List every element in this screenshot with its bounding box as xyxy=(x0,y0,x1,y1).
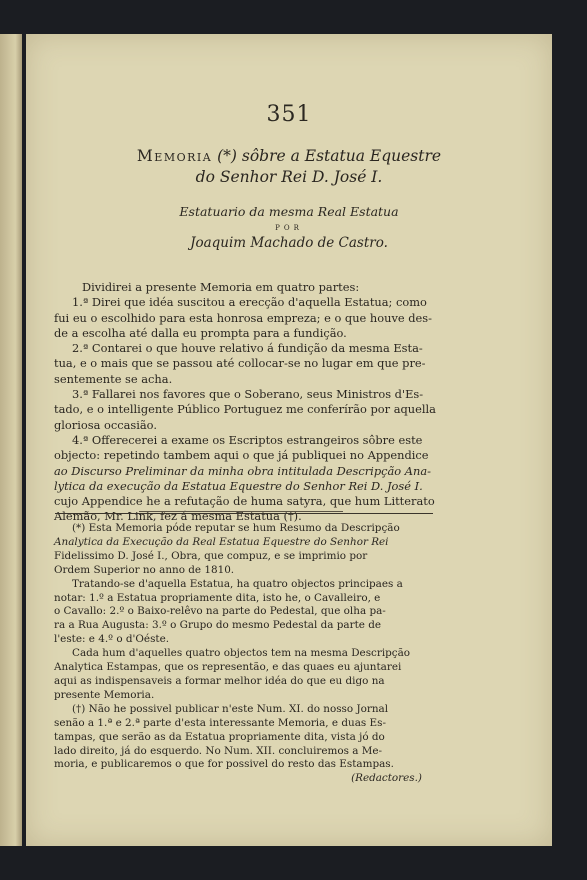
footnote-line: Tratando-se d'aquella Estatua, ha quatro objectos principaes a xyxy=(72,577,403,590)
footnotes xyxy=(54,522,438,786)
memoir-title xyxy=(26,146,552,188)
footnote-line: (*) Esta Memoria póde reputar se hum Resumo da Descripção xyxy=(72,522,400,534)
body-text xyxy=(54,280,438,525)
body-line: 2.ª Contarei o que houve relativo á fundição da mesma Esta- xyxy=(72,341,423,356)
title-line-2: do Senhor Rei D. José I. xyxy=(195,168,383,186)
footnote-line: (†) Não he possivel publicar n'este Num. XI. do nosso Jornal xyxy=(72,702,389,715)
body-line: 3.ª Fallarei nos favores que o Soberano, seus Ministros d'Es- xyxy=(72,387,424,402)
footnote-line: Cada hum d'aquelles quatro objectos tem na mesma Descripção xyxy=(72,647,411,660)
footnote-line: Fidelissimo D. José I., Obra, que compuz, e se imprimio por xyxy=(54,549,368,562)
author-name: Joaquim Machado de Castro. xyxy=(190,235,388,251)
footnote-line: Ordem Superior no anno de 1810. xyxy=(54,563,235,576)
footnote-line: moria, e publicaremos o que for possivel do resto das Estampas. xyxy=(54,758,394,771)
footnote-line: lado direito, já do esquerdo. No Num. XII. concluiremos a Me- xyxy=(54,744,383,757)
footnote-line: Analytica da Execução da Real Estatua Equestre do Senhor Rei xyxy=(54,535,389,548)
footnote-line: l'este: e 4.º o d'Oéste. xyxy=(54,633,170,646)
footnote-line: senão a 1.ª e 2.ª parte d'esta interessante Memoria, e duas Es- xyxy=(54,716,386,729)
footnote-line: ra a Rua Augusta: 3.º o Grupo do mesmo Pedestal da parte de xyxy=(54,619,382,632)
body-line: lytica da execução da Estatua Equestre do Senhor Rei D. José I. xyxy=(54,478,423,493)
facing-page-edge xyxy=(0,34,22,846)
body-line: tado, e o intelligente Público Portuguez me conferírão por aquella xyxy=(54,402,436,417)
footnote-line: tampas, que serão as da Estatua propriamente dita, vista jó do xyxy=(54,730,385,743)
footnote-line: aqui as indispensaveis a formar melhor idéa do que eu digo na xyxy=(54,674,385,687)
body-line: 4.ª Offerecerei a exame os Escriptos estrangeiros sôbre este xyxy=(72,432,423,447)
editors-signature: (Redactores.) xyxy=(351,772,422,785)
book-page xyxy=(26,34,552,846)
body-line: cujo Appendice he a refutação de huma satyra, que hum Litterato xyxy=(54,494,435,509)
body-line: Alemão, Mr. Link, fez á mesma Estatua (†). xyxy=(54,509,302,524)
title-memoria: Memoria xyxy=(136,147,213,165)
body-line: fui eu o escolhido para esta honrosa empreza; e o que houve des- xyxy=(54,310,432,325)
body-line: sentemente se acha. xyxy=(54,371,173,386)
body-line: Dividirei a presente Memoria em quatro partes: xyxy=(82,280,360,294)
body-line: tua, e o mais que se passou até collocar-se no lugar em que pre- xyxy=(54,356,426,371)
title-line-1-rest: (*) sôbre a Estatua Equestre xyxy=(217,147,442,165)
body-line: de a escolha até dalla eu prompta para a fundição. xyxy=(54,325,347,340)
body-line: objecto: repetindo tambem aqui o que já publiquei no Appendice xyxy=(54,448,429,463)
body-line: 1.ª Direi que idéa suscitou a erecção d'aquella Estatua; como xyxy=(72,295,427,310)
subtitle: Estatuario da mesma Real Estatua xyxy=(179,204,399,219)
footnote-line: Analytica Estampas, que os representão, e das quaes eu ajuntarei xyxy=(54,661,402,674)
footnote-line: notar: 1.º a Estatua propriamente dita, isto he, o Cavalleiro, e xyxy=(54,591,381,604)
footnote-line: presente Memoria. xyxy=(54,688,155,701)
page-number: 351 xyxy=(266,102,312,127)
footnote-rule xyxy=(55,513,433,514)
title-line-1 xyxy=(26,146,552,167)
por-label: POR xyxy=(275,224,303,232)
body-line: gloriosa occasião. xyxy=(54,417,157,432)
footnote-line: o Cavallo: 2.º o Baixo-relêvo na parte do Pedestal, que olha pa- xyxy=(54,605,386,618)
body-line: ao Discurso Preliminar da minha obra intitulada Descripção Ana- xyxy=(54,463,431,478)
